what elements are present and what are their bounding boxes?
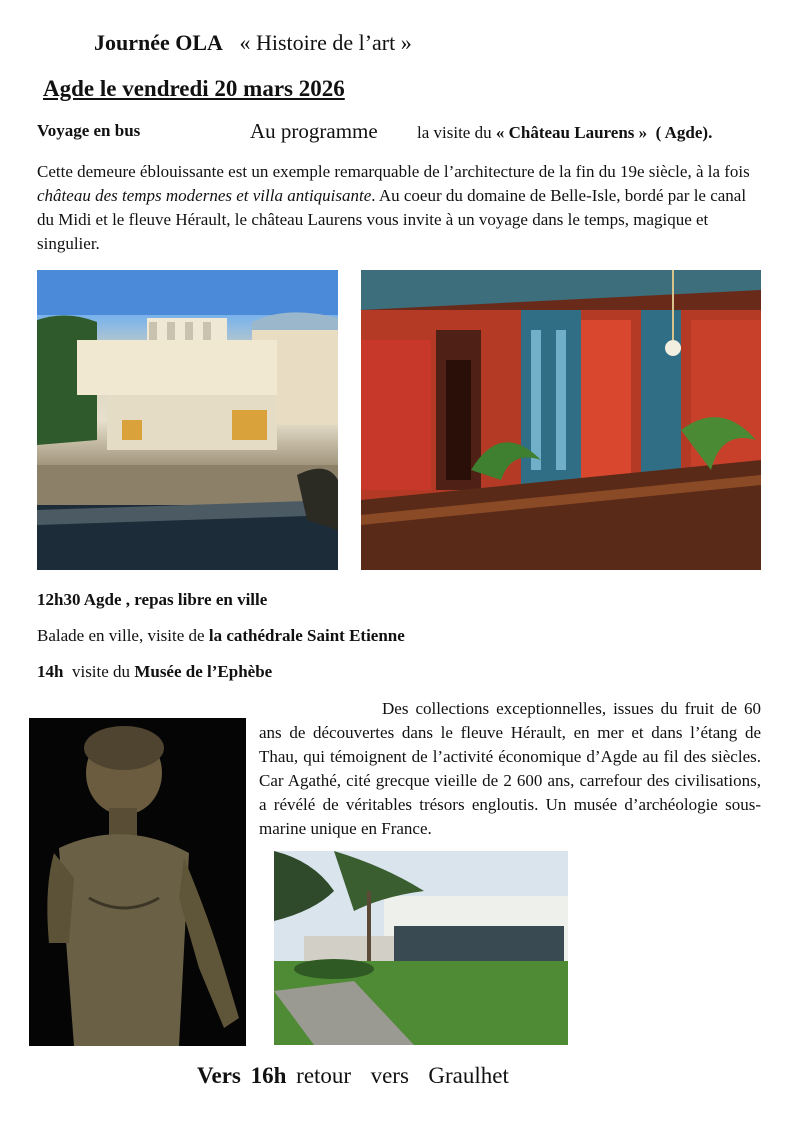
event-name: Journée OLA <box>94 30 223 55</box>
museum-time: 14h <box>37 662 64 681</box>
visit-place: « Château Laurens » <box>495 123 648 142</box>
event-title <box>94 30 412 56</box>
visit-prefix: la visite du <box>417 123 492 142</box>
museum-building-illustration <box>274 851 568 1045</box>
museum-building-photo <box>274 851 568 1045</box>
agenda-lunch: 12h30 Agde , repas libre en ville <box>37 590 268 609</box>
event-theme: « Histoire de l’art » <box>239 30 412 55</box>
intro-italic: château des temps modernes et villa antiquisante <box>37 186 372 205</box>
walk-prefix: Balade en ville, visite de <box>37 626 209 645</box>
chateau-exterior-illustration <box>37 270 338 570</box>
agenda-museum <box>37 662 272 682</box>
transport-label: Voyage en bus <box>37 121 141 140</box>
ephebe-statue-photo <box>29 718 246 1046</box>
footer-suffix: retour vers Graulhet <box>296 1063 509 1088</box>
chateau-exterior-photo <box>37 270 338 570</box>
program-heading: Au programme <box>250 119 378 143</box>
program-line <box>37 119 713 143</box>
intro-part2: . Au coeur du domaine de Belle-Isle, bordé par le canal du Midi et le fleuve Hérault, le château Laurens vous invite à un voyage dans le temps, magique et singulier. <box>37 186 747 253</box>
footer-prefix: Vers <box>197 1063 241 1088</box>
museum-description: Des collections exceptionnelles, issues du fruit de 60 ans de découvertes dans le fleuve Hérault, en mer et dans l’étang de Thau, qui témoignent de l’activité économique d’Agde au fil des siècles. Car Agathé, cité grecque vieille de 2 600 ans, carrefour des civilisations, a révélé de véritables trésors engloutis. Un musée d’archéologie sous-marine unique en France. <box>259 699 761 838</box>
footer-time: 16h <box>250 1063 287 1088</box>
walk-place: la cathédrale Saint Etienne <box>208 626 405 645</box>
program-visit <box>417 123 712 143</box>
chateau-interior-photo <box>361 270 761 570</box>
museum-place: Musée de l’Ephèbe <box>134 662 273 681</box>
chateau-interior-illustration <box>361 270 761 570</box>
event-date: Agde le vendredi 20 mars 2026 <box>43 76 345 101</box>
museum-prefix: visite du <box>63 662 135 681</box>
agenda-walk <box>37 626 405 646</box>
ephebe-statue-illustration <box>29 718 246 1046</box>
visit-city: ( Agde). <box>655 123 713 142</box>
intro-part1: Cette demeure éblouissante est un exemple remarquable de l’architecture de la fin du 19e siècle, à la fois <box>37 162 750 181</box>
return-info <box>197 1063 509 1089</box>
chateau-description <box>37 160 763 256</box>
